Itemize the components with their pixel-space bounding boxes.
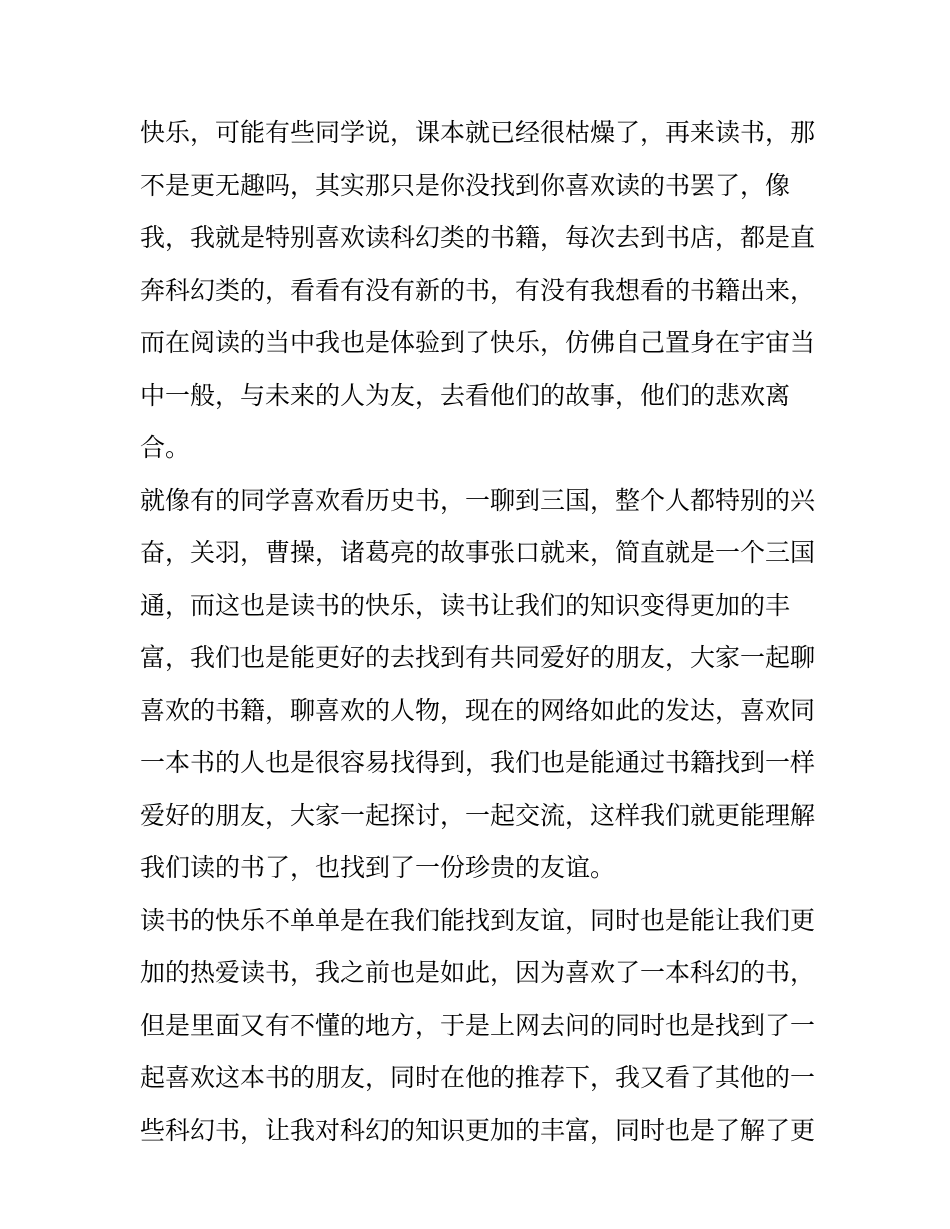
text-line: 不是更无趣吗，其实那只是你没找到你喜欢读的书罢了，像 bbox=[140, 170, 791, 200]
text-line: 中一般，与未来的人为友，去看他们的故事，他们的悲欢离 bbox=[140, 380, 791, 410]
text-line: 奋，关羽，曹操，诸葛亮的故事张口就来，简直就是一个三国 bbox=[140, 538, 816, 567]
text-line: 但是里面又有不懂的地方，于是上网去问的同时也是找到了一 bbox=[140, 1010, 816, 1040]
text-line: 快乐，可能有些同学说，课本就已经很枯燥了，再来读书，那 bbox=[140, 118, 816, 147]
text-line: 我们读的书了，也找到了一份珍贵的友谊。 bbox=[140, 853, 616, 882]
text-line: 加的热爱读书，我之前也是如此，因为喜欢了一本科幻的书， bbox=[140, 958, 816, 987]
text-line: 富，我们也是能更好的去找到有共同爱好的朋友，大家一起聊 bbox=[140, 643, 816, 672]
text-line: 一本书的人也是很容易找得到，我们也是能通过书籍找到一样 bbox=[140, 748, 816, 777]
text-line: 起喜欢这本书的朋友，同时在他的推荐下，我又看了其他的一 bbox=[140, 1063, 816, 1092]
text-line: 奔科幻类的，看看有没有新的书，有没有我想看的书籍出来， bbox=[140, 275, 816, 305]
text-line: 通，而这也是读书的快乐，读书让我们的知识变得更加的丰 bbox=[140, 590, 791, 620]
text-line: 我，我就是特别喜欢读科幻类的书籍，每次去到书店，都是直 bbox=[140, 223, 816, 252]
text-line: 喜欢的书籍，聊喜欢的人物，现在的网络如此的发达，喜欢同 bbox=[140, 695, 816, 725]
text-line: 读书的快乐不单单是在我们能找到友谊，同时也是能让我们更 bbox=[140, 905, 816, 935]
text-line: 些科幻书，让我对科幻的知识更加的丰富，同时也是了解了更 bbox=[140, 1115, 816, 1145]
text-line: 合。 bbox=[140, 433, 191, 462]
text-line: 就像有的同学喜欢看历史书，一聊到三国，整个人都特别的兴 bbox=[140, 485, 816, 515]
text-line: 而在阅读的当中我也是体验到了快乐，仿佛自己置身在宇宙当 bbox=[140, 328, 816, 357]
text-line: 爱好的朋友，大家一起探讨，一起交流，这样我们就更能理解 bbox=[140, 800, 816, 830]
body-text bbox=[140, 107, 820, 1157]
